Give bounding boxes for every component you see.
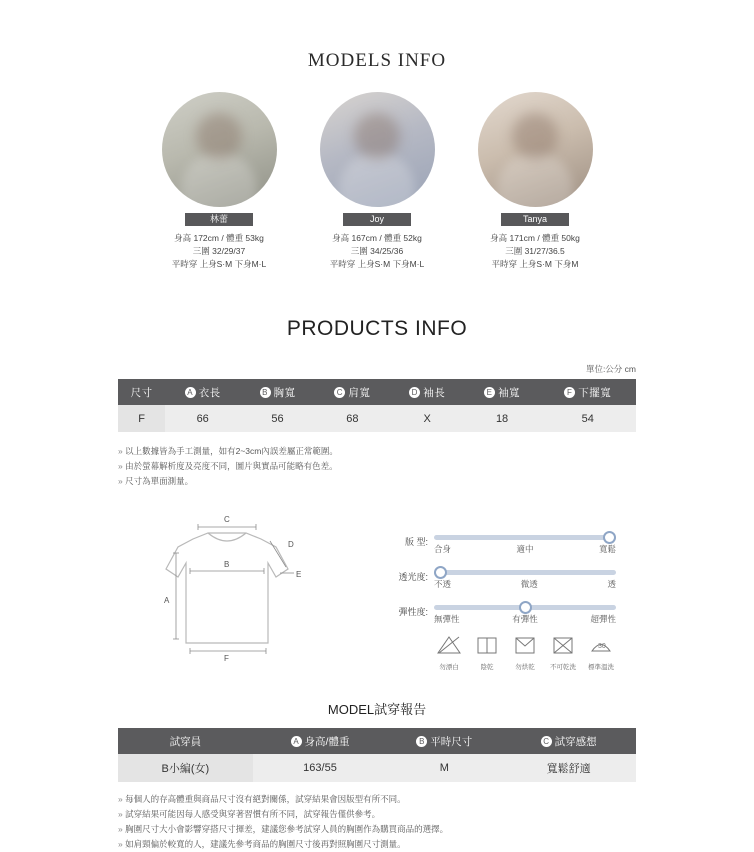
model-photo-3 — [478, 92, 593, 207]
meter-tick: 有彈性 — [512, 614, 538, 624]
model-stat-line: 身高 171cm / 體重 50kg — [490, 233, 580, 243]
report-header-label: 平時尺寸 — [430, 735, 473, 748]
meter-row-sheerness — [386, 564, 616, 590]
meter-label: 透光度: — [398, 572, 428, 582]
care-symbols — [432, 635, 618, 671]
meter-ticks — [434, 578, 616, 590]
care-label: 標準溫洗 — [588, 664, 614, 671]
meter-bar[interactable] — [434, 529, 616, 555]
care-label: 勿烘乾 — [515, 664, 535, 671]
marker-a-icon: A — [185, 387, 196, 398]
model-stats — [309, 232, 445, 271]
attribute-meters — [386, 511, 616, 671]
size-header-label: 衣長 — [198, 386, 221, 399]
report-header — [253, 728, 388, 754]
care-item — [584, 635, 618, 671]
care-label: 不可乾洗 — [550, 664, 576, 671]
no-bleach-icon — [436, 635, 462, 655]
svg-text:30: 30 — [598, 643, 606, 650]
products-info-title: PRODUCTS INFO — [286, 317, 468, 340]
meter-tick: 超彈性 — [590, 614, 616, 624]
note-line: » 試穿結果可能因每人感受與穿著習慣有所不同，試穿報告僅供參考。 — [118, 807, 636, 822]
note-line: » 由於螢幕解析度及亮度不同，圖片與實品可能略有色差。 — [118, 459, 636, 474]
size-header-label: 袖寬 — [498, 386, 521, 399]
size-table-header — [315, 379, 390, 405]
model-name: Joy — [343, 213, 411, 226]
dim-label-c: C — [224, 515, 230, 524]
table-row — [118, 754, 636, 782]
care-item — [508, 635, 542, 671]
size-table-header — [240, 379, 315, 405]
report-notes — [118, 792, 636, 852]
size-cell: 66 — [165, 405, 240, 433]
model-card — [151, 92, 287, 271]
model-stat-line: 平時穿 上身S·M 下身M·L — [171, 259, 267, 269]
garment-svg-icon — [118, 511, 368, 661]
meter-track — [434, 535, 616, 540]
iron-low-icon — [588, 635, 614, 655]
size-table-header-row — [118, 379, 636, 405]
meter-ticks — [434, 613, 616, 625]
note-line: » 如肩頸偏於較寬的人，建議先參考商品的胸圍尺寸後再對照胸圍尺寸測量。 — [118, 837, 636, 852]
note-line: » 胸圍尺寸大小會影響穿搭尺寸揮差，建議您參考試穿人員的胸圍作為購買商品的選擇。 — [118, 822, 636, 837]
model-report-table — [118, 728, 636, 782]
size-cell: X — [390, 405, 465, 433]
meter-tick: 適中 — [516, 544, 534, 554]
size-header-label: 袖長 — [423, 386, 446, 399]
care-item — [546, 635, 580, 671]
model-photo-2 — [320, 92, 435, 207]
meter-tick: 合身 — [434, 544, 452, 554]
care-item — [470, 635, 504, 671]
size-table-header — [165, 379, 240, 405]
meter-bar[interactable] — [434, 599, 616, 625]
models-info-title: MODELS INFO — [307, 50, 447, 71]
report-header-row — [118, 728, 636, 754]
meter-tick: 寬鬆 — [598, 544, 616, 554]
note-line: » 以上數據皆為手工測量，如有2~3cm內誤差屬正常範圍。 — [118, 444, 636, 459]
meter-tick: 不透 — [434, 579, 452, 589]
meter-track — [434, 605, 616, 610]
model-stat-line: 平時穿 上身S·M 下身M·L — [329, 259, 425, 269]
size-notes — [118, 444, 636, 489]
size-table-header — [539, 379, 636, 405]
meter-knob-fit[interactable] — [603, 531, 616, 544]
note-line: » 尺寸為單面測量。 — [118, 474, 636, 489]
report-cell: M — [387, 754, 501, 782]
note-line: » 每個人的存高體重與商品尺寸沒有絕對關係，試穿結果會因版型有所不同。 — [118, 792, 636, 807]
garment-diagram — [118, 511, 368, 661]
unit-label: 單位:公分 cm — [585, 364, 636, 374]
meter-ticks — [434, 543, 616, 555]
tumble-dry-icon — [512, 635, 538, 655]
size-table — [118, 379, 636, 434]
model-report-title: MODEL試穿報告 — [327, 702, 427, 717]
size-table-header — [118, 379, 165, 405]
report-header — [501, 728, 636, 754]
report-header-label: 身高/體重 — [304, 735, 350, 748]
marker-b-icon: B — [260, 387, 271, 398]
model-stat-line: 身高 172cm / 體重 53kg — [174, 233, 264, 243]
size-cell: 68 — [315, 405, 390, 433]
model-name: 林蕾 — [185, 213, 253, 226]
care-label: 陰乾 — [480, 664, 494, 671]
size-header-label: 胸寬 — [273, 386, 296, 399]
model-stat-line: 三圍 34/25/36 — [350, 246, 404, 256]
marker-c-icon: C — [541, 736, 552, 747]
models-list — [0, 92, 754, 271]
report-cell: 寬鬆舒適 — [501, 754, 636, 782]
report-header — [387, 728, 501, 754]
hand-wash-icon — [474, 635, 500, 655]
dim-label-f: F — [224, 654, 229, 661]
report-header-label: 試穿感想 — [554, 735, 597, 748]
meter-bar[interactable] — [434, 564, 616, 590]
meter-tick: 透 — [607, 579, 616, 589]
marker-f-icon: F — [564, 387, 575, 398]
meter-tick: 無彈性 — [434, 614, 460, 624]
size-cell: 54 — [539, 405, 636, 433]
size-cell: F — [118, 405, 165, 433]
meter-knob-elasticity[interactable] — [519, 601, 532, 614]
meter-label: 彈性度: — [398, 607, 428, 617]
model-name: Tanya — [501, 213, 569, 226]
dim-label-b: B — [224, 560, 230, 569]
model-stat-line: 身高 167cm / 體重 52kg — [332, 233, 422, 243]
marker-a-icon: A — [291, 736, 302, 747]
meter-row-elasticity — [386, 599, 616, 625]
dim-label-d: D — [288, 540, 294, 549]
dim-label-e: E — [296, 570, 302, 579]
no-dry-clean-icon — [550, 635, 576, 655]
report-cell: 163/55 — [253, 754, 388, 782]
meter-label: 版 型: — [404, 537, 428, 547]
model-photo-1 — [162, 92, 277, 207]
meter-knob-sheerness[interactable] — [434, 566, 447, 579]
care-label: 勿漂白 — [439, 664, 459, 671]
model-stats — [151, 232, 287, 271]
marker-b-icon: B — [416, 736, 427, 747]
model-card — [309, 92, 445, 271]
size-header-label: 下擺寬 — [578, 386, 612, 399]
size-cell: 56 — [240, 405, 315, 433]
marker-e-icon: E — [484, 387, 495, 398]
size-header-label: 肩寬 — [348, 386, 371, 399]
report-header-label: 試穿員 — [169, 735, 202, 748]
marker-d-icon: D — [409, 387, 420, 398]
model-stat-line: 平時穿 上身S·M 下身M — [491, 259, 579, 269]
model-stat-line: 三圍 31/27/36.5 — [505, 246, 565, 256]
model-stat-line: 三圍 32/29/37 — [192, 246, 246, 256]
meter-track — [434, 570, 616, 575]
report-cell: B小編(女) — [118, 754, 253, 782]
table-row — [118, 405, 636, 433]
model-card — [467, 92, 603, 271]
marker-c-icon: C — [334, 387, 345, 398]
size-table-header — [390, 379, 465, 405]
size-header-label: 尺寸 — [130, 386, 153, 399]
measure-diagram-section — [118, 511, 636, 671]
dim-label-a: A — [164, 596, 170, 605]
meter-row-fit — [386, 529, 616, 555]
size-table-header — [465, 379, 540, 405]
report-header — [118, 728, 253, 754]
care-item — [432, 635, 466, 671]
meter-tick: 微透 — [520, 579, 538, 589]
model-stats — [467, 232, 603, 271]
size-cell: 18 — [465, 405, 540, 433]
